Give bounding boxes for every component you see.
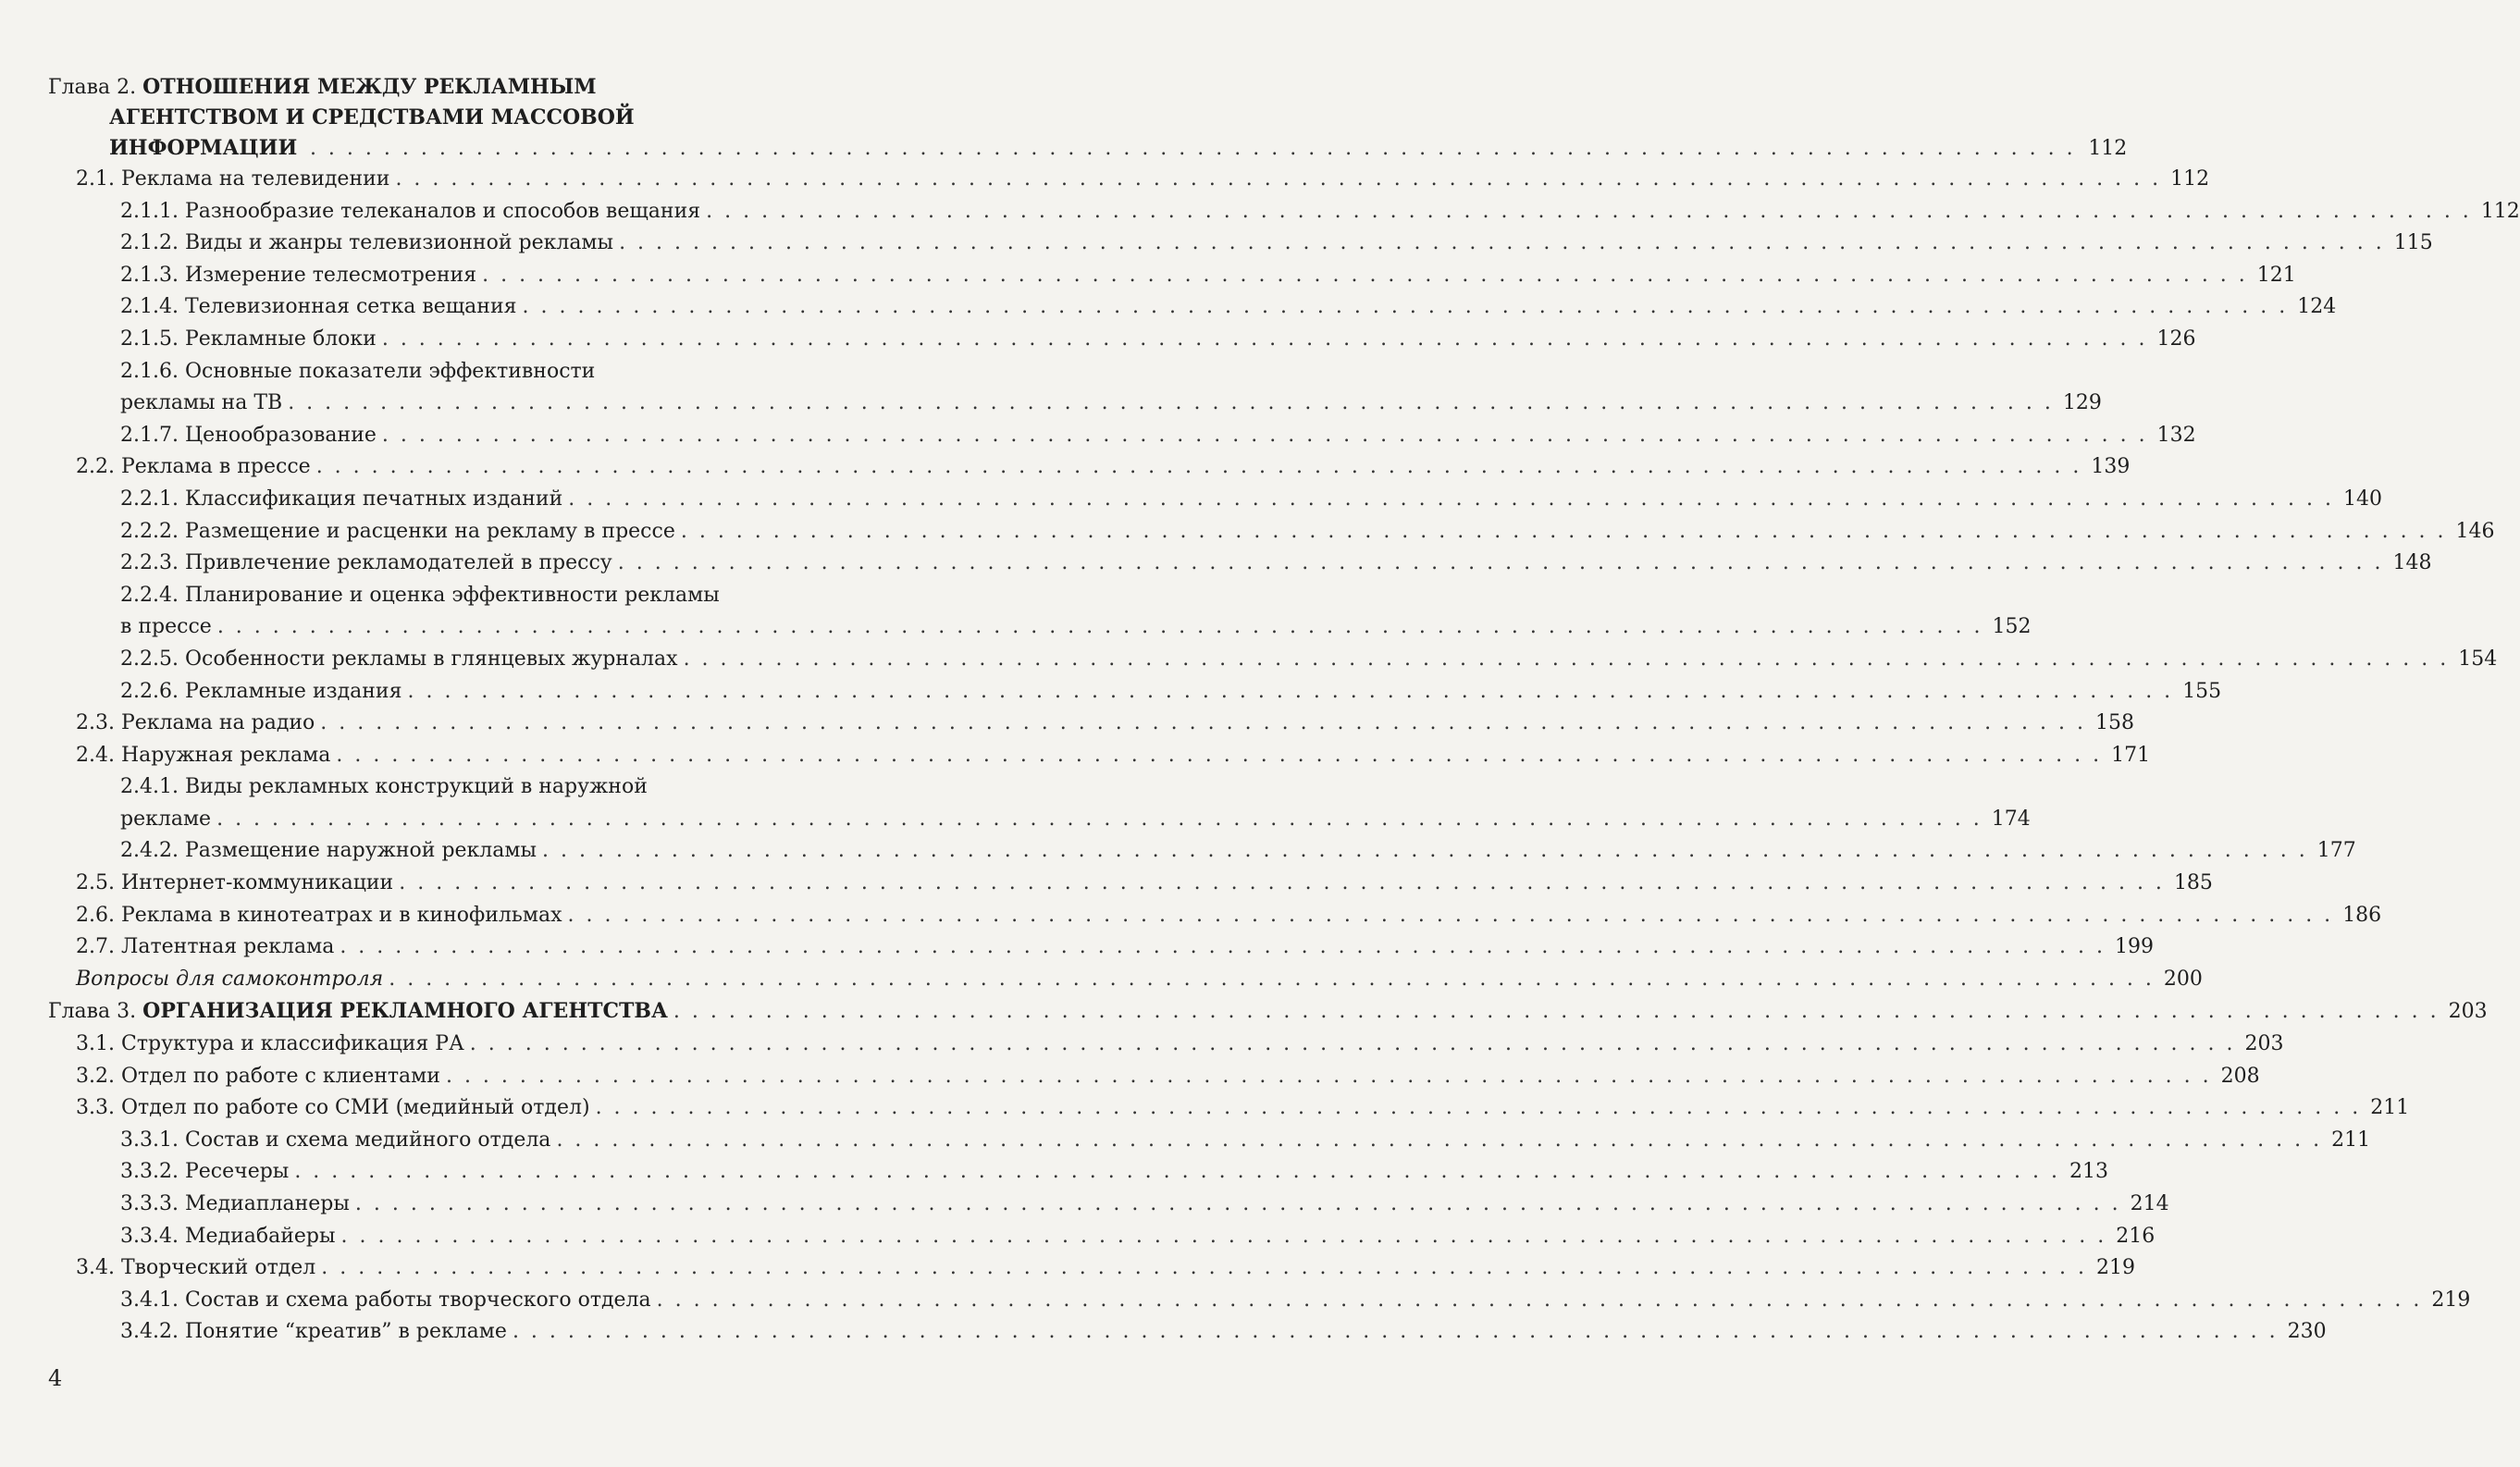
page-ref: 199 — [2115, 935, 2155, 959]
toc-entry — [48, 196, 2520, 228]
page-ref: 148 — [2392, 551, 2432, 575]
page-ref: 139 — [2091, 455, 2131, 479]
page-number: 4 — [48, 1365, 63, 1391]
entry-title: Реклама на телевидении — [120, 167, 390, 191]
toc-entry — [48, 868, 2213, 900]
leader-dots — [513, 1316, 2279, 1349]
entry-title: Размещение и расценки на рекламу в прессе — [184, 519, 675, 543]
entry-title: Ресечеры — [184, 1160, 290, 1184]
leader-dots — [619, 228, 2385, 260]
entry-number: 2.1.3. — [120, 263, 179, 287]
entry-number: 2.4.2. — [120, 839, 179, 863]
entry-title: Медиапланеры — [184, 1192, 350, 1215]
toc-entry — [48, 164, 2210, 196]
toc-entry — [48, 1221, 2156, 1253]
entry-number: 3.3.3. — [120, 1192, 179, 1215]
toc-entry — [48, 1125, 2371, 1157]
entry-title: Понятие “креатив” в рекламе — [184, 1320, 507, 1344]
leader-dots — [596, 1092, 2362, 1125]
toc-entry — [48, 228, 2433, 260]
leader-dots — [341, 1221, 2107, 1253]
page-ref: 203 — [2448, 1000, 2488, 1024]
leader-dots — [618, 548, 2384, 580]
leader-dots — [470, 1029, 2236, 1061]
entry-number: 2.7. — [76, 935, 115, 959]
leader-dots — [310, 137, 2076, 160]
page-ref: 230 — [2287, 1320, 2327, 1344]
entry-title: Состав и схема медийного отдела — [184, 1128, 551, 1152]
leader-dots — [681, 516, 2447, 549]
leader-dots — [482, 260, 2248, 292]
entry-number: 3.3.2. — [120, 1160, 179, 1184]
page-ref: 174 — [1991, 807, 2031, 831]
entry-number: 2.1. — [76, 167, 115, 191]
page-ref: 155 — [2182, 679, 2222, 703]
page-ref: 185 — [2173, 871, 2213, 895]
leader-dots — [382, 420, 2148, 452]
page-ref: 158 — [2095, 711, 2134, 735]
entry-number: 2.2.3. — [120, 551, 179, 575]
entry-number: 2.4.1. — [120, 775, 179, 799]
page-ref: 186 — [2342, 903, 2382, 927]
leader-dots — [389, 964, 2155, 996]
entry-number: 3.3. — [76, 1096, 115, 1120]
leader-dots — [336, 740, 2102, 772]
entry-number: 2.1.4. — [120, 295, 179, 319]
toc-entry — [48, 1316, 2327, 1349]
leader-dots — [217, 611, 1983, 644]
leader-dots — [568, 484, 2334, 516]
toc-entry — [48, 548, 2432, 580]
chapter-title-line: АГЕНТСТВОМ И СРЕДСТВАМИ МАССОВОЙ — [109, 105, 635, 129]
chapter-3-entries — [48, 1029, 2471, 1349]
toc-entry — [48, 420, 2196, 452]
page-ref: 216 — [2116, 1224, 2156, 1248]
chapter-2-heading — [48, 72, 2128, 164]
entry-number: 2.2.6. — [120, 679, 179, 703]
page-ref: 211 — [2370, 1096, 2410, 1120]
entry-number: 2.2.5. — [120, 647, 179, 671]
page-ref: 219 — [2096, 1256, 2135, 1280]
toc-entry — [48, 931, 2155, 964]
leader-dots — [382, 324, 2148, 356]
entry-title-continued: рекламы на ТВ — [120, 391, 283, 415]
entry-title: Творческий отдел — [120, 1256, 316, 1280]
toc-entry — [48, 484, 2382, 516]
entry-number: 3.2. — [76, 1064, 115, 1088]
entry-number: 2.1.7. — [120, 423, 179, 447]
entry-number: 3.3.1. — [120, 1128, 179, 1152]
leader-dots — [446, 1061, 2212, 1093]
entry-title: Рекламные блоки — [184, 327, 377, 351]
entry-number: 2.5. — [76, 871, 115, 895]
page-ref: 132 — [2156, 423, 2196, 447]
entry-title: Измерение телесмотрения — [184, 263, 477, 287]
table-of-contents — [48, 72, 2520, 1349]
chapter-title-line: ОТНОШЕНИЯ МЕЖДУ РЕКЛАМНЫМ — [142, 75, 597, 99]
toc-entry — [48, 644, 2498, 676]
entry-number: 3.1. — [76, 1032, 115, 1056]
entry-number: 2.1.1. — [120, 199, 179, 223]
entry-number: 2.2. — [76, 455, 115, 479]
leader-dots — [523, 291, 2289, 324]
page-ref: 121 — [2256, 263, 2296, 287]
entry-title: Состав и схема работы творческого отдела — [184, 1288, 651, 1312]
entry-title-continued: рекламе — [120, 807, 212, 831]
entry-title: Виды и жанры телевизионной рекламы — [184, 231, 614, 255]
chapter-prefix: Глава 2. — [48, 76, 137, 99]
toc-entry — [48, 1285, 2471, 1317]
entry-title: Телевизионная сетка вещания — [184, 295, 517, 319]
entry-title: Привлечение рекламодателей в прессу — [184, 551, 612, 575]
entry-title: Структура и классификация РА — [120, 1032, 464, 1056]
leader-dots — [542, 835, 2308, 868]
entry-title: Латентная реклама — [120, 935, 335, 959]
leader-dots — [706, 196, 2472, 228]
entry-title: Виды рекламных конструкций в наружной — [184, 775, 648, 799]
chapter-2-entries — [48, 164, 2520, 995]
toc-entry — [48, 676, 2222, 709]
toc-entry — [48, 835, 2356, 868]
toc-entry — [48, 260, 2296, 292]
page-ref: 203 — [2244, 1032, 2284, 1056]
page-ref: 171 — [2111, 743, 2151, 767]
toc-entry — [48, 1092, 2410, 1125]
toc-entry — [48, 1252, 2135, 1285]
leader-dots — [567, 900, 2333, 932]
leader-dots — [355, 1189, 2121, 1221]
entry-title: Разнообразие телеканалов и способов вещания — [184, 199, 701, 223]
entry-number: 3.4. — [76, 1256, 115, 1280]
entry-title: Особенности рекламы в глянцевых журналах — [184, 647, 678, 671]
entry-title: Планирование и оценка эффективности рекламы — [184, 583, 720, 607]
entry-number: 2.2.4. — [120, 583, 179, 607]
entry-title: Реклама в прессе — [120, 455, 311, 479]
toc-entry — [48, 291, 2337, 324]
toc-entry — [48, 740, 2151, 772]
leader-dots — [395, 164, 2161, 196]
page-ref: 112 — [2480, 199, 2520, 223]
page-ref: 177 — [2316, 839, 2356, 863]
entry-title: Вопросы для самоконтроля — [76, 967, 384, 991]
chapter-3-heading — [48, 995, 2488, 1029]
page-ref: 124 — [2297, 295, 2337, 319]
entry-number: 3.4.1. — [120, 1288, 179, 1312]
page-ref: 219 — [2431, 1288, 2471, 1312]
leader-dots — [556, 1125, 2322, 1157]
entry-title: Наружная реклама — [120, 743, 331, 767]
entry-number: 2.2.1. — [120, 487, 179, 511]
entry-title: Интернет-коммуникации — [120, 871, 394, 895]
toc-entry — [48, 1156, 2109, 1189]
leader-dots — [316, 451, 2082, 484]
entry-number: 3.4.2. — [120, 1320, 179, 1344]
page-ref: 112 — [2088, 137, 2128, 160]
entry-number: 2.4. — [76, 743, 115, 767]
entry-title: Классификация печатных изданий — [184, 487, 563, 511]
entry-number: 2.1.6. — [120, 359, 179, 383]
page-ref: 213 — [2069, 1160, 2109, 1184]
leader-dots — [673, 996, 2440, 1029]
toc-entry — [48, 771, 2031, 835]
page-ref: 140 — [2342, 487, 2382, 511]
entry-title-continued: в прессе — [120, 615, 212, 639]
toc-entry — [48, 964, 2203, 996]
toc-entry — [48, 356, 2102, 420]
page-ref: 146 — [2455, 519, 2495, 543]
entry-title: Ценообразование — [184, 423, 377, 447]
page-ref: 112 — [2170, 167, 2210, 191]
entry-title: Отдел по работе с клиентами — [120, 1064, 440, 1088]
leader-dots — [321, 1252, 2087, 1285]
chapter-title-line: ИНФОРМАЦИИ — [109, 136, 298, 160]
toc-entry — [48, 1061, 2260, 1093]
toc-entry — [48, 708, 2134, 740]
leader-dots — [407, 676, 2173, 709]
page-ref: 126 — [2156, 327, 2196, 351]
chapter-prefix: Глава 3. — [48, 1000, 137, 1024]
entry-title: Отдел по работе со СМИ (медийный отдел) — [120, 1096, 590, 1120]
toc-entry — [48, 1189, 2169, 1221]
chapter-title: ОРГАНИЗАЦИЯ РЕКЛАМНОГО АГЕНТСТВА — [142, 999, 668, 1024]
leader-dots — [340, 931, 2106, 964]
toc-entry — [48, 1029, 2284, 1061]
leader-dots — [320, 708, 2086, 740]
entry-number: 2.2.2. — [120, 519, 179, 543]
page-ref: 154 — [2458, 647, 2498, 671]
entry-title: Основные показатели эффективности — [184, 359, 596, 383]
toc-entry — [48, 324, 2196, 356]
entry-title: Реклама на радио — [120, 711, 315, 735]
entry-number: 2.1.5. — [120, 327, 179, 351]
entry-title: Медиабайеры — [184, 1224, 336, 1248]
page-ref: 152 — [1992, 615, 2032, 639]
entry-number: 2.6. — [76, 903, 115, 927]
entry-number: 3.3.4. — [120, 1224, 179, 1248]
toc-entry — [48, 580, 2032, 644]
toc-entry — [48, 516, 2495, 549]
leader-dots — [657, 1285, 2423, 1317]
entry-title: Размещение наружной рекламы — [184, 839, 537, 863]
leader-dots — [399, 868, 2165, 900]
page-ref: 115 — [2393, 231, 2433, 255]
entry-title: Рекламные издания — [184, 679, 402, 703]
entry-number: 2.3. — [76, 711, 115, 735]
page-ref: 129 — [2062, 391, 2102, 415]
entry-title: Реклама в кинотеатрах и в кинофильмах — [120, 903, 562, 927]
leader-dots — [684, 644, 2450, 676]
entry-number: 2.1.2. — [120, 231, 179, 255]
leader-dots — [216, 804, 1983, 836]
leader-dots — [288, 388, 2054, 420]
page-ref: 200 — [2163, 967, 2203, 991]
page-ref: 208 — [2220, 1064, 2260, 1088]
page-ref: 214 — [2130, 1192, 2169, 1215]
page-ref: 211 — [2331, 1128, 2371, 1152]
toc-entry — [48, 900, 2382, 932]
leader-dots — [294, 1156, 2060, 1189]
toc-entry — [48, 451, 2131, 484]
